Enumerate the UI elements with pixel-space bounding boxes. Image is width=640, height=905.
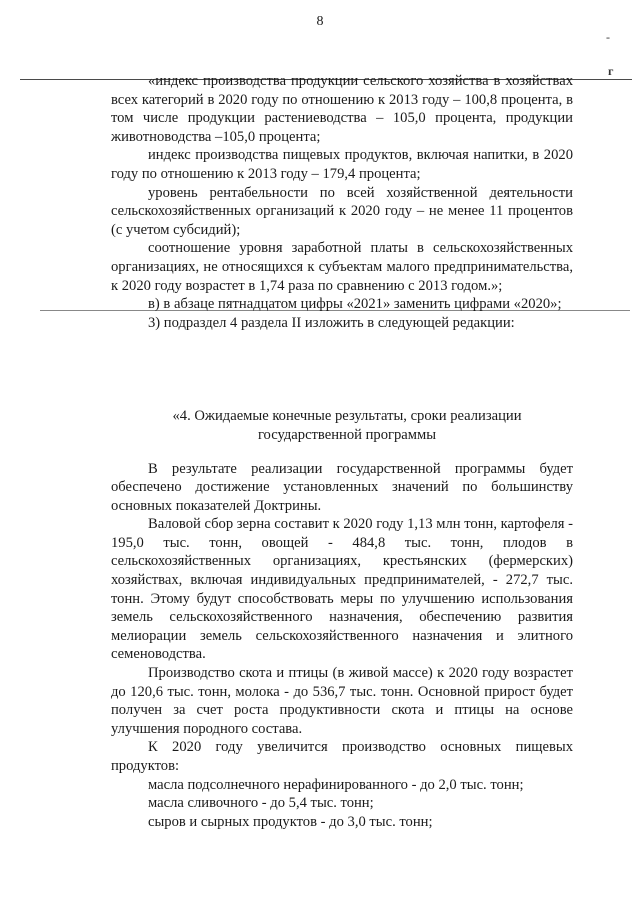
paragraph-amendment-3: 3) подраздел 4 раздела II изложить в следующей редакции:: [148, 314, 515, 331]
list-item-butter: масла сливочного - до 5,4 тыс. тонн;: [148, 795, 374, 812]
paragraph-livestock: Производство скота и птицы (в живой массе) к 2020 году возрастет до 120,6 тыс. тонн, молока - до 536,7 тыс. тонн. Основной прирост будет получен за счет роста продуктивности скота и птицы на основе улучшения породного состава.: [111, 665, 573, 737]
section-heading-line2: государственной программы: [257, 426, 437, 443]
paragraph-profitability: уровень рентабельности по всей хозяйственной деятельности сельскохозяйственных организаций к 2020 году – не менее 11 процентов (с учетом субсидий);: [111, 184, 573, 238]
paragraph-food-index: индекс производства пищевых продуктов, включая напитки, в 2020 году по отношению к 2013 году – 179,4 процента;: [111, 147, 573, 182]
paragraph-food-products: К 2020 году увеличится производство основных пищевых продуктов:: [111, 739, 573, 774]
paragraph-agri-index: «индекс производства продукции сельского хозяйства в хозяйствах всех категорий в 2020 году по отношению к 2013 году – 100,8 процента, в том числе продукции растениеводства – 105,0 процента, продукции животноводства –105,0 процента;: [111, 73, 573, 145]
paragraph-grain: Валовой сбор зерна составит к 2020 году 1,13 млн тонн, картофеля - 195,0 тыс. тонн, овощей - 484,8 тыс. тонн, плодов в сельскохозяйственных организациях, крестьянских (фермерских) хозяйствах, включая индивидуальных предпринимателей, - 272,7 тыс. тонн. Этому будут способствовать меры по улучшению использования земель сельскохозяйственного назначения, обеспечению развития мелиорации земель сельскохозяйственного назначения и элитного семеноводства.: [111, 516, 574, 663]
list-item-sunflower-oil: масла подсолнечного нерафинированного - до 2,0 тыс. тонн;: [148, 776, 524, 793]
paragraph-results: В результате реализации государственной программы будет обеспечено достижение установленных значений по большинству основных показателей Доктрины.: [111, 460, 573, 514]
section-heading-line1: «4. Ожидаемые конечные результаты, сроки реализации: [172, 408, 522, 425]
margin-mark-right: г: [608, 64, 614, 78]
paragraph-wage-ratio: соотношение уровня заработной платы в сельскохозяйственных организациях, не относящихся к субъектам малого предпринимательства, к 2020 году возрастет в 1,74 раза по сравнению с 2013 годом.»;: [111, 240, 573, 294]
paragraph-amendment-v: в) в абзаце пятнадцатом цифры «2021» заменить цифрами «2020»;: [148, 296, 562, 313]
page-number: 8: [316, 14, 324, 29]
margin-mark-top-right: -: [606, 30, 610, 44]
document-body: [111, 72, 573, 831]
list-item-cheese: сыров и сырных продуктов - до 3,0 тыс. тонн;: [148, 813, 433, 830]
